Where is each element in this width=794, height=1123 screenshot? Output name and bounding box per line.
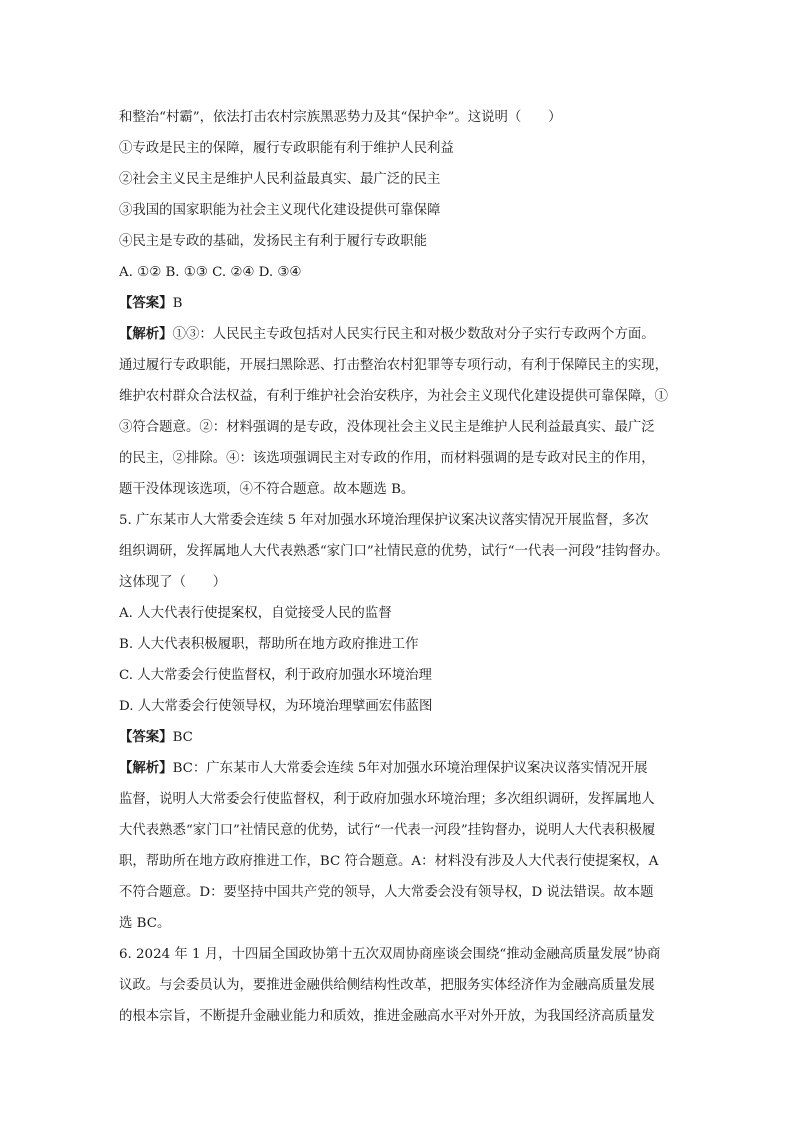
q6-stem-line-1: 6. 2024 年 1 月，十四届全国政协第十五次双周协商座谈会围绕“推动金融高质量发展”协商 bbox=[119, 947, 661, 962]
q6-stem-line-2: 议政。与会委员认为，要推进金融供给侧结构性改革，把服务实体经济作为金融高质量发展 bbox=[119, 978, 655, 993]
q5-option-a: A. 人大代表行使提案权，自觉接受人民的监督 bbox=[119, 606, 392, 621]
q5-analysis-line-3: 大代表熟悉“家门口”社情民意的优势，试行“一代表一河段”挂钩督办，说明人大代表积极履 bbox=[119, 823, 656, 838]
q4-choices: A. ①② B. ①③ C. ②④ D. ③④ bbox=[119, 265, 302, 280]
analysis-label: 【解析】 bbox=[119, 760, 173, 776]
q5-stem-line-2: 组织调研，发挥属地人大代表熟悉“家门口”社情民意的优势，试行“一代表一河段”挂钩督办。 bbox=[119, 544, 669, 559]
q5-option-c: C. 人大常委会行使监督权，利于政府加强水环境治理 bbox=[119, 668, 432, 683]
q5-analysis-line-2: 监督，说明人大常委会行使监督权，利于政府加强水环境治理；多次组织调研，发挥属地人 bbox=[119, 792, 655, 807]
q4-analysis-line-2: 通过履行专政职能，开展扫黑除恶、打击整治农村犯罪等专项行动，有利于保障民主的实现， bbox=[119, 358, 669, 373]
q5-analysis-line-5: 不符合题意。D：要坚持中国共产党的领导，人大常委会没有领导权，D 说法错误。故本题 bbox=[119, 885, 654, 900]
q4-option-1: ①专政是民主的保障，履行专政职能有利于维护人民利益 bbox=[119, 141, 454, 156]
q5-option-b: B. 人大代表积极履职，帮助所在地方政府推进工作 bbox=[119, 637, 419, 652]
analysis-text: ①③：人民民主专政包括对人民实行民主和对极少数敌对分子实行专政两个方面。 bbox=[172, 327, 655, 342]
q5-answer bbox=[119, 722, 689, 753]
answer-value: BC bbox=[172, 730, 193, 745]
q4-answer bbox=[119, 288, 689, 319]
q5-analysis-line-6: 选 BC。 bbox=[119, 916, 171, 931]
q5-stem-line-1: 5. 广东某市人大常委会连续 5 年对加强水环境治理保护议案决议落实情况开展监督，多次 bbox=[119, 513, 649, 528]
q5-analysis-line-1 bbox=[119, 753, 689, 784]
analysis-label: 【解析】 bbox=[119, 326, 173, 342]
q4-analysis-line-1 bbox=[119, 319, 689, 350]
analysis-text: BC：广东某市人大常委会连续 5年对加强水环境治理保护议案决议落实情况开展 bbox=[172, 761, 648, 776]
q4-analysis-line-3: 维护农村群众合法权益，有利于维护社会治安秩序，为社会主义现代化建设提供可靠保障，① bbox=[119, 389, 669, 404]
q4-analysis-line-6: 题干没体现该选项，④不符合题意。故本题选 B。 bbox=[119, 482, 415, 497]
q5-analysis-line-4: 职，帮助所在地方政府推进工作，BC 符合题意。A：材料没有涉及人大代表行使提案权，A bbox=[119, 854, 659, 869]
q4-option-2: ②社会主义民主是维护人民利益最真实、最广泛的民主 bbox=[119, 172, 441, 187]
q4-analysis-line-4: ③符合题意。②：材料强调的是专政，没体现社会主义民主是维护人民利益最真实、最广泛 bbox=[119, 420, 655, 435]
document-body bbox=[119, 102, 689, 1032]
q4-stem-tail: 和整治“村霸”，依法打击农村宗族黑恶势力及其“保护伞”。这说明（ ） bbox=[119, 110, 562, 125]
q4-option-4: ④民主是专政的基础，发扬民主有利于履行专政职能 bbox=[119, 234, 427, 249]
q4-option-3: ③我国的国家职能为社会主义现代化建设提供可靠保障 bbox=[119, 203, 441, 218]
q4-analysis-line-5: 的民主，②排除。④：该选项强调民主对专政的作用，而材料强调的是专政对民主的作用， bbox=[119, 451, 655, 466]
answer-value: B bbox=[172, 296, 183, 311]
q6-stem-line-3: 的根本宗旨，不断提升金融业能力和质效，推进金融高水平对外开放，为我国经济高质量发 bbox=[119, 1009, 655, 1024]
answer-label: 【答案】 bbox=[119, 295, 173, 311]
q5-option-d: D. 人大常委会行使领导权，为环境治理擘画宏伟蓝图 bbox=[119, 699, 433, 714]
q5-stem-line-3: 这体现了（ ） bbox=[119, 575, 227, 590]
answer-label: 【答案】 bbox=[119, 729, 173, 745]
